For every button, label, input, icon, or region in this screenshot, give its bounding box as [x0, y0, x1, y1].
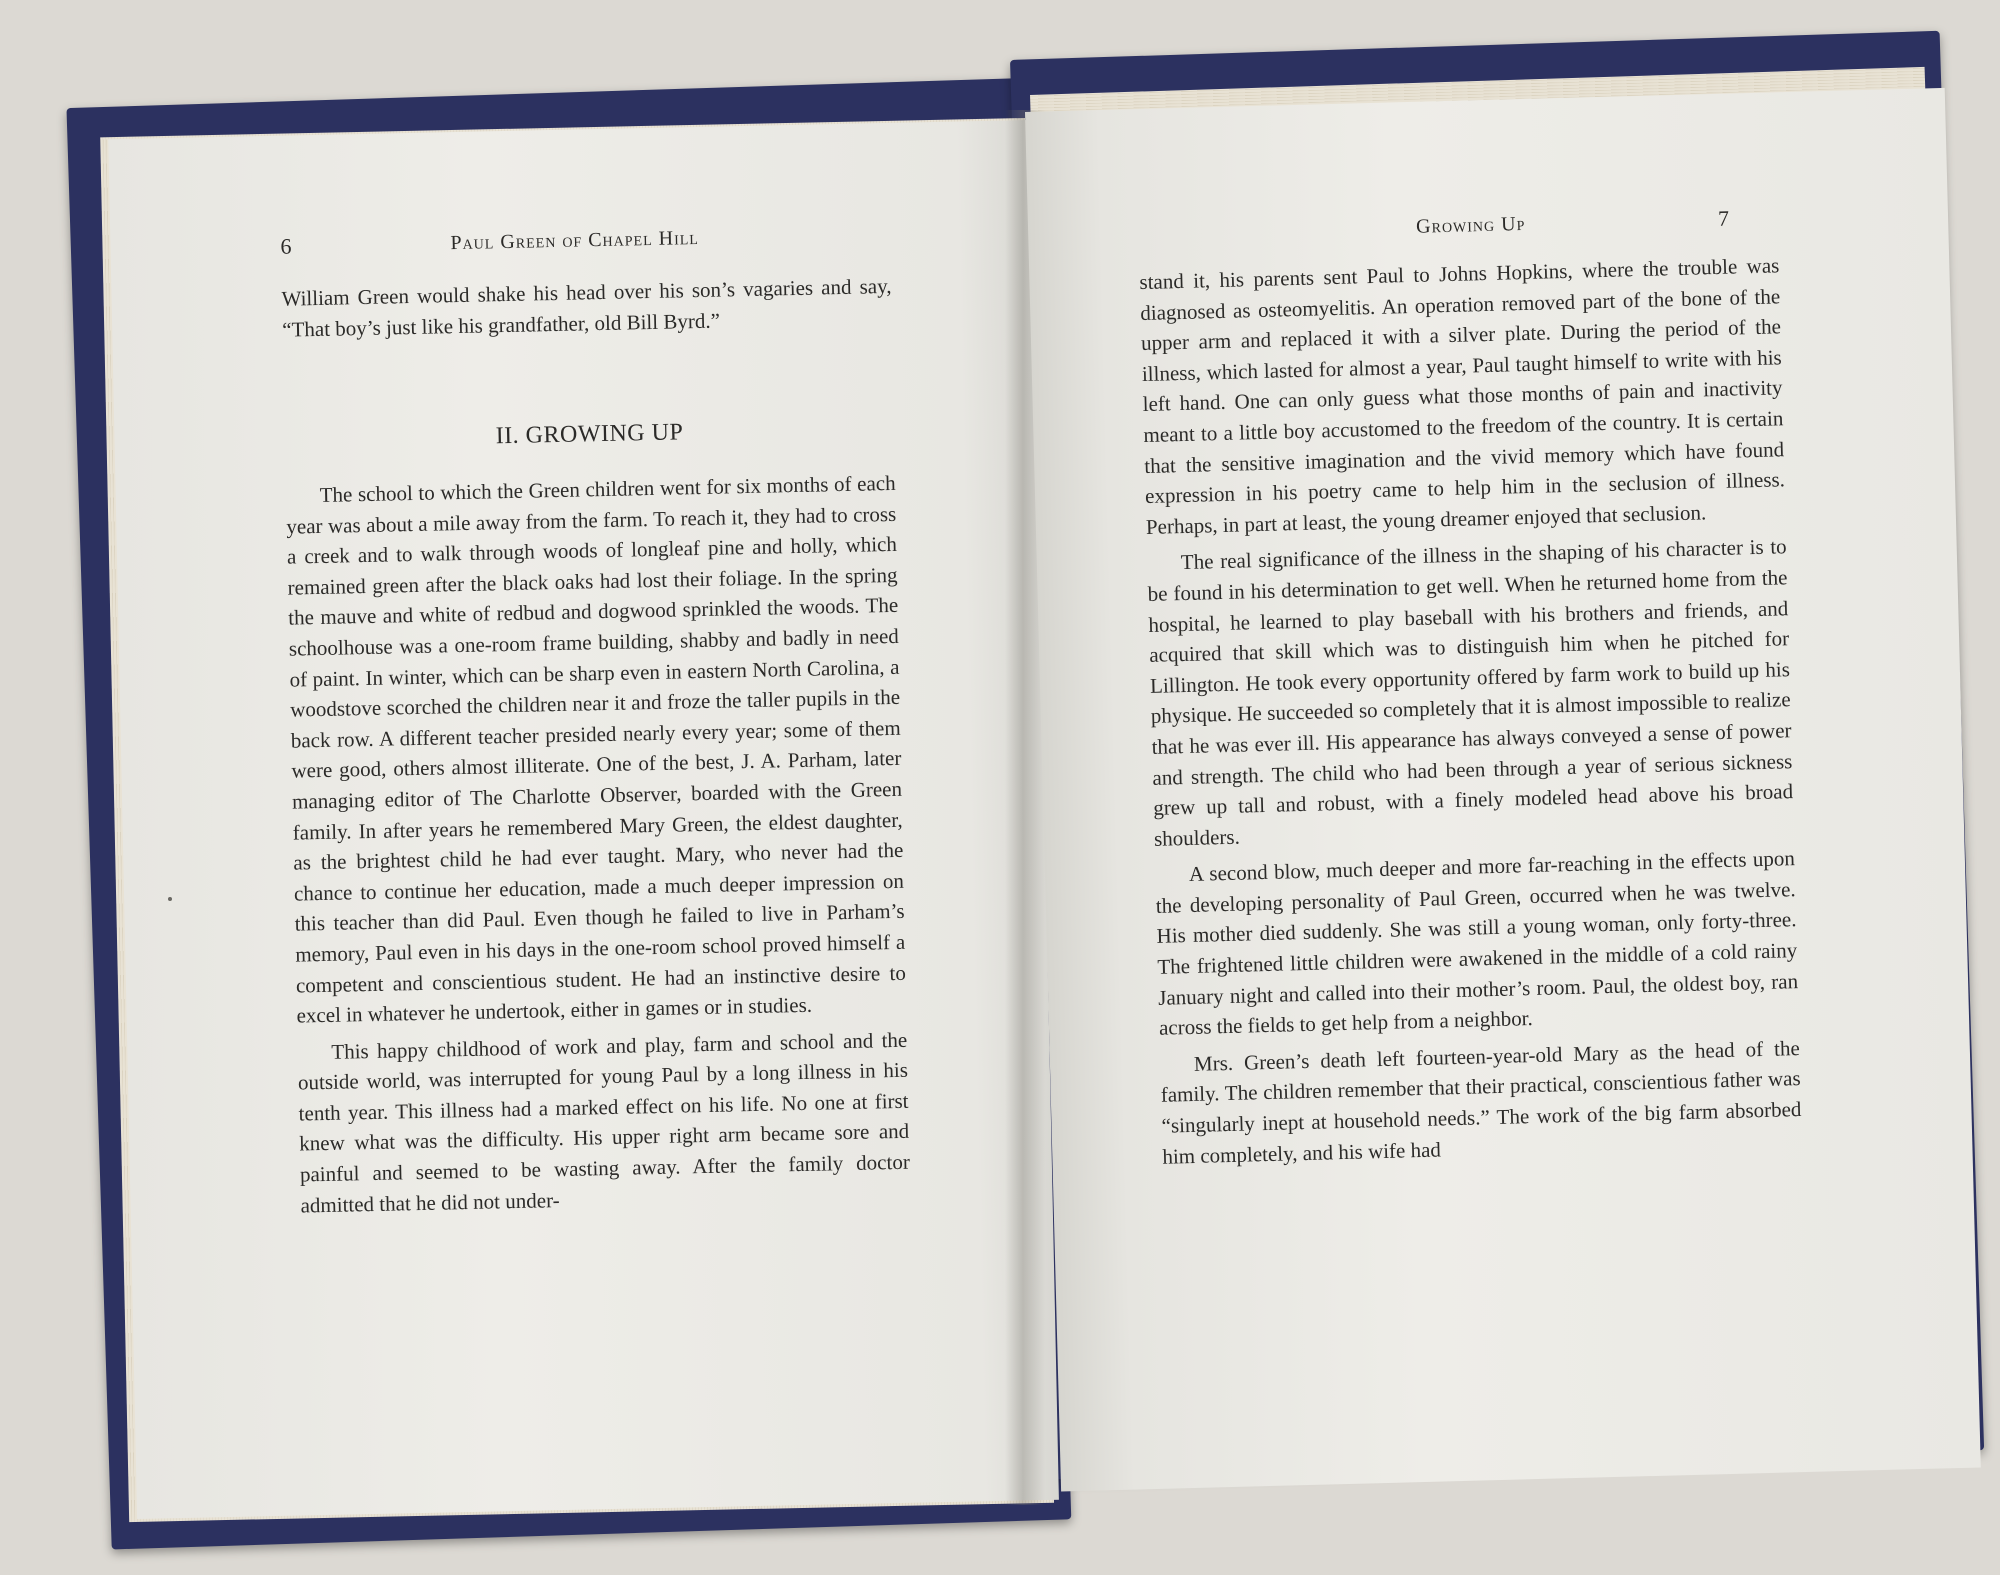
left-opening-paragraph-block — [281, 271, 892, 345]
chapter-heading: II. GROWING UP — [495, 419, 684, 450]
left-opening-paragraph: William Green would shake his head over his son’s vagaries and say, “That boy’s just like his grandfather, old Bill Byrd.” — [281, 273, 892, 342]
left-page-number: 6 — [280, 233, 292, 259]
right-paragraph-significance: The real significance of the illness in the shaping of his character is to be found in his determination to get well. When he returned home from the hospital, he learned to play baseball with his brothers and friends, and acquired that skill which was to distinguish him when he pitched for Lillington. He took every opportunity offered by farm work to build up his physique. He succeeded so completely that it is almost impossible to realize that he was ever ill. His appearance has always conveyed a sense of power and strength. The child who had been through a year of serious sickness grew up tall and robust, with a finely modeled head above his broad shoulders. — [1147, 534, 1794, 851]
right-page — [1025, 88, 1981, 1492]
left-paragraph-illness: This happy childhood of work and play, farm and school and the outside world, was interrupted for young Paul by a long illness in his tenth year. This illness had a marked effect on his life. No one at first knew what was the difficulty. His upper right arm became sore and painful and seemed to be wasting away. After the family doctor admitted that he did not under- — [297, 1027, 911, 1218]
right-paragraph-second-blow: A second blow, much deeper and more far-reaching in the effects upon the developing personality of Paul Green, occurred when he was twelve. His mother died suddenly. She was still a young woman, only forty-three. The frightened little children were awakened in the middle of a cold rainy January night and called into their mother’s room. Paul, the oldest boy, ran across the fields to get help from a neighbor. — [1155, 846, 1799, 1041]
right-paragraph-hopkins: stand it, his parents sent Paul to Johns Hopkins, where the trouble was diagnosed as osteomyelitis. An operation removed part of the bone of the upper arm and replaced it with a silver plate. During the period of the illness, which lasted for almost a year, Paul taught himself to write with his left hand. One can only guess what those months of pain and inactivity meant to a little boy accustomed to the freedom of the country. It is certain that the sensitive imagination and the vivid memory which have found expression in his poetry came to help him in the seclusion of illness. Perhaps, in part at least, the young dreamer enjoyed that seclusion. — [1139, 253, 1786, 539]
right-body-text — [1139, 250, 1802, 1172]
left-running-head: Paul Green of Chapel Hill — [450, 226, 700, 255]
left-page — [108, 120, 1059, 1519]
paper-speck — [168, 897, 172, 901]
left-paragraph-school: The school to which the Green children went for six months of each year was about a mile away from the farm. To reach it, they had to cross a creek and to walk through woods of longleaf pine and holly, which remained green after the black oaks had lost their foliage. In the spring the mauve and white of redbud and dogwood sprinkled the woods. The schoolhouse was a one-room frame building, shabby and badly in need of paint. In winter, which can be sharp even in eastern North Carolina, a woodstove scorched the children near it and froze the taller pupils in the back row. A different teacher presided nearly every year; some of them were good, others almost illiterate. One of the best, J. A. Parham, later managing editor of The Charlotte Observer, boarded with the Green family. In after years he remembered Mary Green, the eldest daughter, as the brightest child he had ever taught. Mary, who never had the chance to continue her education, made a much deeper impression on this teacher than did Paul. Even though he failed to live in Parham’s memory, Paul even in his days in the one-room school proved himself a competent and conscientious student. He had an instinctive desire to excel in whatever he undertook, either in games or in studies. — [286, 470, 907, 1028]
right-paragraph-mrs-green: Mrs. Green’s death left fourteen-year-old Mary as the head of the family. The children remember that their practical, conscientious father was “singularly inept at household needs.” The work of the big farm absorbed him completely, and his wife had — [1160, 1035, 1802, 1169]
right-running-head: Growing Up — [1415, 212, 1526, 238]
right-page-number: 7 — [1717, 205, 1730, 231]
left-body-text — [285, 468, 910, 1221]
